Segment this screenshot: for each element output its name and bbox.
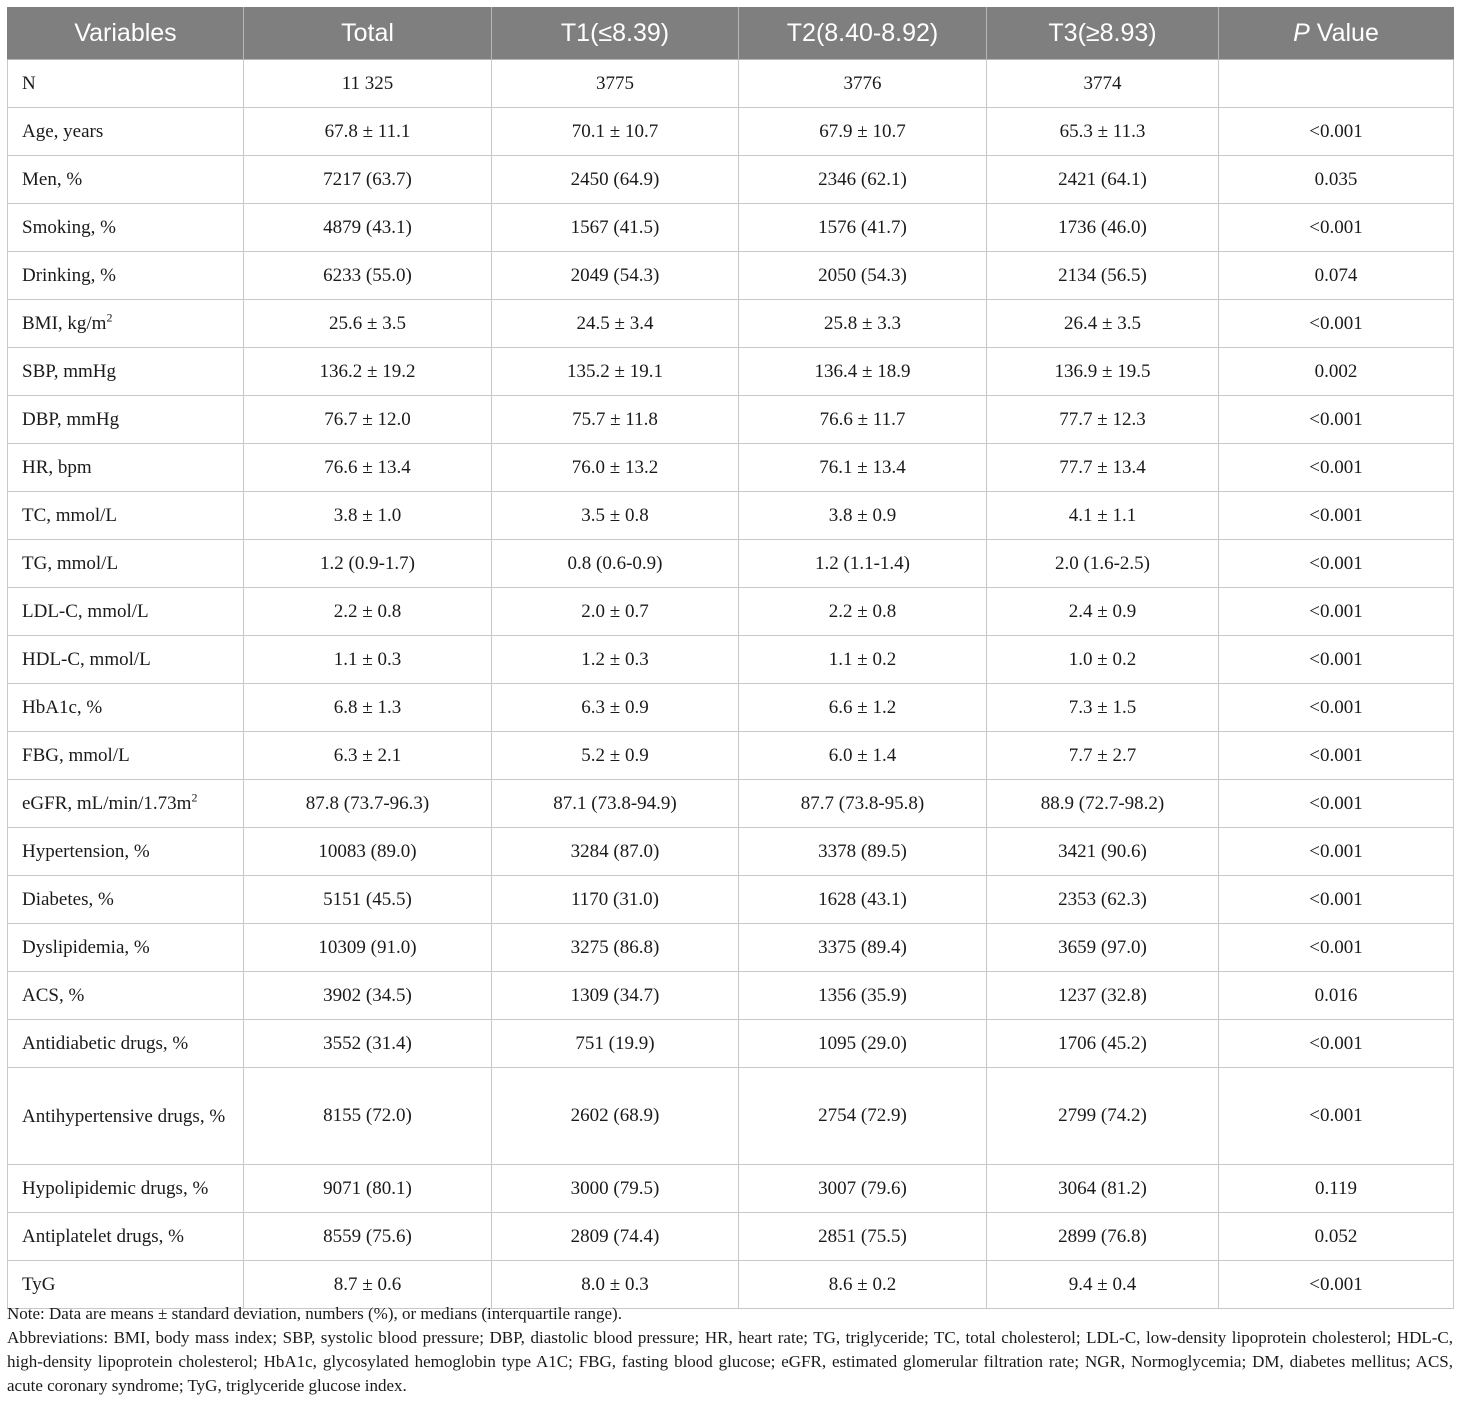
cell-t1: 76.0 ± 13.2	[492, 444, 739, 492]
cell-p: 0.016	[1219, 972, 1454, 1020]
cell-total: 67.8 ± 11.1	[244, 108, 492, 156]
variable-label: Diabetes, %	[22, 889, 114, 910]
cell-t1: 1.2 ± 0.3	[492, 636, 739, 684]
cell-variable	[8, 1020, 244, 1068]
cell-variable	[8, 684, 244, 732]
cell-t3: 1736 (46.0)	[987, 204, 1219, 252]
cell-t3: 77.7 ± 13.4	[987, 444, 1219, 492]
variable-label: HR, bpm	[22, 457, 92, 478]
table-row	[8, 1213, 1454, 1261]
variable-label: Dyslipidemia, %	[22, 937, 150, 958]
cell-t1: 135.2 ± 19.1	[492, 348, 739, 396]
cell-total: 136.2 ± 19.2	[244, 348, 492, 396]
cell-p: <0.001	[1219, 300, 1454, 348]
cell-t2: 6.0 ± 1.4	[739, 732, 987, 780]
cell-t1: 3.5 ± 0.8	[492, 492, 739, 540]
cell-total: 8559 (75.6)	[244, 1213, 492, 1261]
cell-t1: 2602 (68.9)	[492, 1068, 739, 1165]
cell-variable	[8, 972, 244, 1020]
table-row	[8, 972, 1454, 1020]
cell-total: 76.7 ± 12.0	[244, 396, 492, 444]
cell-variable	[8, 300, 244, 348]
header-t3: T3(≥8.93)	[987, 7, 1219, 60]
cell-variable	[8, 348, 244, 396]
cell-t1: 75.7 ± 11.8	[492, 396, 739, 444]
cell-p: 0.035	[1219, 156, 1454, 204]
cell-variable	[8, 252, 244, 300]
variable-label: Hypertension, %	[22, 841, 150, 862]
cell-variable	[8, 780, 244, 828]
cell-t1: 751 (19.9)	[492, 1020, 739, 1068]
cell-p: <0.001	[1219, 492, 1454, 540]
cell-t3: 9.4 ± 0.4	[987, 1261, 1219, 1309]
variable-label: Drinking, %	[22, 265, 116, 286]
cell-t3: 1.0 ± 0.2	[987, 636, 1219, 684]
cell-variable	[8, 444, 244, 492]
cell-total: 3902 (34.5)	[244, 972, 492, 1020]
table-row	[8, 636, 1454, 684]
cell-p: <0.001	[1219, 588, 1454, 636]
cell-t3: 136.9 ± 19.5	[987, 348, 1219, 396]
table-row	[8, 1020, 1454, 1068]
cell-p: 0.119	[1219, 1165, 1454, 1213]
cell-t1: 3284 (87.0)	[492, 828, 739, 876]
variable-label: SBP, mmHg	[22, 361, 116, 382]
cell-p: <0.001	[1219, 924, 1454, 972]
cell-t3: 2899 (76.8)	[987, 1213, 1219, 1261]
header-p-italic: P	[1293, 18, 1310, 47]
cell-t1: 2049 (54.3)	[492, 252, 739, 300]
cell-t2: 67.9 ± 10.7	[739, 108, 987, 156]
cell-t2: 3007 (79.6)	[739, 1165, 987, 1213]
cell-t2: 3.8 ± 0.9	[739, 492, 987, 540]
header-p-rest: Value	[1309, 18, 1379, 47]
cell-t3: 7.3 ± 1.5	[987, 684, 1219, 732]
variable-label: Hypolipidemic drugs, %	[22, 1178, 209, 1199]
cell-t3: 88.9 (72.7-98.2)	[987, 780, 1219, 828]
cell-p: <0.001	[1219, 828, 1454, 876]
cell-t3: 7.7 ± 2.7	[987, 732, 1219, 780]
table-row	[8, 252, 1454, 300]
cell-variable	[8, 1165, 244, 1213]
table-row	[8, 204, 1454, 252]
cell-t1: 1170 (31.0)	[492, 876, 739, 924]
cell-total: 11 325	[244, 60, 492, 108]
table-row	[8, 684, 1454, 732]
cell-variable	[8, 1213, 244, 1261]
cell-t3: 4.1 ± 1.1	[987, 492, 1219, 540]
cell-t1: 5.2 ± 0.9	[492, 732, 739, 780]
table-row	[8, 588, 1454, 636]
cell-t1: 2450 (64.9)	[492, 156, 739, 204]
cell-variable	[8, 540, 244, 588]
cell-t3: 3064 (81.2)	[987, 1165, 1219, 1213]
cell-p: <0.001	[1219, 732, 1454, 780]
cell-t2: 2851 (75.5)	[739, 1213, 987, 1261]
cell-p: <0.001	[1219, 444, 1454, 492]
cell-t2: 6.6 ± 1.2	[739, 684, 987, 732]
cell-t2: 3375 (89.4)	[739, 924, 987, 972]
cell-total: 6233 (55.0)	[244, 252, 492, 300]
cell-p: <0.001	[1219, 636, 1454, 684]
cell-p: <0.001	[1219, 540, 1454, 588]
baseline-characteristics-table	[7, 7, 1454, 1309]
cell-t1: 1309 (34.7)	[492, 972, 739, 1020]
table-row	[8, 396, 1454, 444]
header-variables: Variables	[8, 7, 244, 60]
cell-p: 0.002	[1219, 348, 1454, 396]
cell-t1: 1567 (41.5)	[492, 204, 739, 252]
cell-t2: 2.2 ± 0.8	[739, 588, 987, 636]
cell-t2: 2346 (62.1)	[739, 156, 987, 204]
variable-label: eGFR, mL/min/1.73m	[22, 793, 192, 814]
cell-t2: 76.1 ± 13.4	[739, 444, 987, 492]
table-row	[8, 444, 1454, 492]
cell-variable	[8, 1068, 244, 1165]
cell-t2: 3378 (89.5)	[739, 828, 987, 876]
cell-p: <0.001	[1219, 396, 1454, 444]
cell-total: 2.2 ± 0.8	[244, 588, 492, 636]
baseline-characteristics-table-container	[7, 7, 1453, 1309]
table-row	[8, 108, 1454, 156]
cell-t2: 25.8 ± 3.3	[739, 300, 987, 348]
cell-variable	[8, 828, 244, 876]
cell-t2: 1095 (29.0)	[739, 1020, 987, 1068]
cell-t2: 1.1 ± 0.2	[739, 636, 987, 684]
variable-label: LDL-C, mmol/L	[22, 601, 149, 622]
cell-t1: 3000 (79.5)	[492, 1165, 739, 1213]
variable-label: N	[22, 73, 36, 94]
cell-total: 5151 (45.5)	[244, 876, 492, 924]
cell-p	[1219, 60, 1454, 108]
table-row	[8, 828, 1454, 876]
cell-t3: 2421 (64.1)	[987, 156, 1219, 204]
cell-variable	[8, 156, 244, 204]
cell-total: 4879 (43.1)	[244, 204, 492, 252]
cell-total: 3552 (31.4)	[244, 1020, 492, 1068]
cell-t3: 3659 (97.0)	[987, 924, 1219, 972]
variable-label: Age, years	[22, 121, 104, 142]
abbreviations-text: Abbreviations: BMI, body mass index; SBP, systolic blood pressure; DBP, diastolic blood pressure; HR, heart rate; TG, triglyceride; TC, total cholesterol; LDL-C, low-density lipoprotein cholesterol; HDL-C, high-density lipoprotein cholesterol; HbA1c, glycosylated hemoglobin type A1C; FBG, fasting blood glucose; eGFR, estimated glomerular filtration rate; NGR, Normoglycemia; DM, diabetes mellitus; ACS, acute coronary syndrome; TyG, triglyceride glucose index.	[7, 1328, 1453, 1395]
cell-t3: 3421 (90.6)	[987, 828, 1219, 876]
variable-label: BMI, kg/m	[22, 313, 107, 334]
cell-t2: 1356 (35.9)	[739, 972, 987, 1020]
table-row	[8, 156, 1454, 204]
cell-p: <0.001	[1219, 876, 1454, 924]
cell-total: 3.8 ± 1.0	[244, 492, 492, 540]
cell-p: <0.001	[1219, 1261, 1454, 1309]
table-row	[8, 60, 1454, 108]
cell-variable	[8, 588, 244, 636]
cell-p: 0.074	[1219, 252, 1454, 300]
cell-total: 25.6 ± 3.5	[244, 300, 492, 348]
cell-t3: 2134 (56.5)	[987, 252, 1219, 300]
cell-variable	[8, 732, 244, 780]
cell-t1: 2809 (74.4)	[492, 1213, 739, 1261]
cell-total: 10309 (91.0)	[244, 924, 492, 972]
cell-t2: 1.2 (1.1-1.4)	[739, 540, 987, 588]
cell-p: <0.001	[1219, 1068, 1454, 1165]
cell-t2: 87.7 (73.8-95.8)	[739, 780, 987, 828]
cell-p: <0.001	[1219, 108, 1454, 156]
cell-total: 6.8 ± 1.3	[244, 684, 492, 732]
cell-total: 87.8 (73.7-96.3)	[244, 780, 492, 828]
table-header-row	[8, 7, 1454, 60]
unit-superscript: 2	[106, 310, 113, 325]
table-row	[8, 780, 1454, 828]
cell-total: 6.3 ± 2.1	[244, 732, 492, 780]
cell-t3: 2799 (74.2)	[987, 1068, 1219, 1165]
cell-t2: 3776	[739, 60, 987, 108]
table-row	[8, 1068, 1454, 1165]
variable-label: TG, mmol/L	[22, 553, 119, 574]
variable-label: Antiplatelet drugs, %	[22, 1226, 184, 1247]
cell-t1: 8.0 ± 0.3	[492, 1261, 739, 1309]
cell-variable	[8, 636, 244, 684]
cell-t1: 87.1 (73.8-94.9)	[492, 780, 739, 828]
header-p-value	[1219, 7, 1454, 60]
cell-total: 10083 (89.0)	[244, 828, 492, 876]
cell-total: 8.7 ± 0.6	[244, 1261, 492, 1309]
table-row	[8, 300, 1454, 348]
table-row	[8, 1165, 1454, 1213]
table-row	[8, 876, 1454, 924]
cell-t2: 2754 (72.9)	[739, 1068, 987, 1165]
variable-label: DBP, mmHg	[22, 409, 120, 430]
cell-variable	[8, 108, 244, 156]
cell-total: 1.1 ± 0.3	[244, 636, 492, 684]
variable-label: Antihypertensive drugs, %	[22, 1105, 226, 1127]
cell-t3: 26.4 ± 3.5	[987, 300, 1219, 348]
cell-total: 8155 (72.0)	[244, 1068, 492, 1165]
cell-variable	[8, 60, 244, 108]
header-t2: T2(8.40-8.92)	[739, 7, 987, 60]
cell-variable	[8, 924, 244, 972]
variable-label: HDL-C, mmol/L	[22, 649, 151, 670]
cell-t2: 136.4 ± 18.9	[739, 348, 987, 396]
cell-t3: 77.7 ± 12.3	[987, 396, 1219, 444]
cell-t1: 6.3 ± 0.9	[492, 684, 739, 732]
cell-t2: 8.6 ± 0.2	[739, 1261, 987, 1309]
variable-label: TyG	[22, 1274, 56, 1295]
table-row	[8, 348, 1454, 396]
table-row	[8, 540, 1454, 588]
cell-t3: 65.3 ± 11.3	[987, 108, 1219, 156]
cell-t3: 3774	[987, 60, 1219, 108]
cell-variable	[8, 876, 244, 924]
cell-t1: 70.1 ± 10.7	[492, 108, 739, 156]
variable-label: HbA1c, %	[22, 697, 103, 718]
cell-t1: 0.8 (0.6-0.9)	[492, 540, 739, 588]
cell-t3: 2.0 (1.6-2.5)	[987, 540, 1219, 588]
table-notes	[7, 1302, 1453, 1398]
variable-label: TC, mmol/L	[22, 505, 117, 526]
cell-t2: 2050 (54.3)	[739, 252, 987, 300]
variable-label: Men, %	[22, 169, 83, 190]
cell-total: 1.2 (0.9-1.7)	[244, 540, 492, 588]
cell-variable	[8, 396, 244, 444]
variable-label: ACS, %	[22, 985, 85, 1006]
table-row	[8, 732, 1454, 780]
cell-p: <0.001	[1219, 780, 1454, 828]
cell-variable	[8, 204, 244, 252]
cell-t1: 3275 (86.8)	[492, 924, 739, 972]
cell-t2: 76.6 ± 11.7	[739, 396, 987, 444]
cell-t1: 24.5 ± 3.4	[492, 300, 739, 348]
cell-t3: 1706 (45.2)	[987, 1020, 1219, 1068]
cell-t1: 2.0 ± 0.7	[492, 588, 739, 636]
variable-label: Antidiabetic drugs, %	[22, 1033, 189, 1054]
cell-p: <0.001	[1219, 684, 1454, 732]
cell-t2: 1628 (43.1)	[739, 876, 987, 924]
header-t1: T1(≤8.39)	[492, 7, 739, 60]
cell-t3: 2.4 ± 0.9	[987, 588, 1219, 636]
table-row	[8, 924, 1454, 972]
note-text: Note: Data are means ± standard deviation, numbers (%), or medians (interquartile range).	[7, 1304, 622, 1323]
cell-p: 0.052	[1219, 1213, 1454, 1261]
variable-label: FBG, mmol/L	[22, 745, 130, 766]
variable-label: Smoking, %	[22, 217, 116, 238]
cell-t2: 1576 (41.7)	[739, 204, 987, 252]
cell-t3: 1237 (32.8)	[987, 972, 1219, 1020]
cell-total: 7217 (63.7)	[244, 156, 492, 204]
cell-total: 76.6 ± 13.4	[244, 444, 492, 492]
header-total: Total	[244, 7, 492, 60]
table-row	[8, 492, 1454, 540]
cell-p: <0.001	[1219, 1020, 1454, 1068]
cell-t3: 2353 (62.3)	[987, 876, 1219, 924]
unit-superscript: 2	[191, 790, 198, 805]
cell-variable	[8, 492, 244, 540]
cell-p: <0.001	[1219, 204, 1454, 252]
cell-total: 9071 (80.1)	[244, 1165, 492, 1213]
cell-t1: 3775	[492, 60, 739, 108]
